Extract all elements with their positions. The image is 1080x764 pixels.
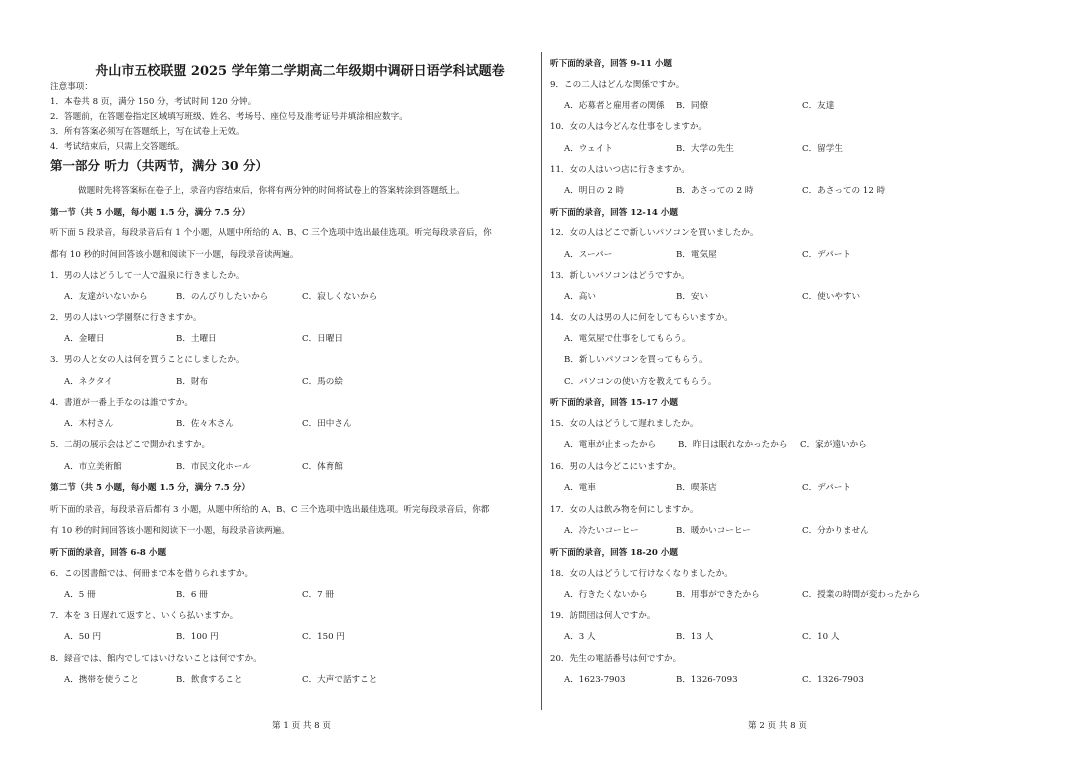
question-text: 2．男の人はいつ学園祭に行きますか。 xyxy=(50,313,202,323)
option-b: B．飲食すること xyxy=(176,675,243,685)
question-text: 15．女の人はどうして遅れましたか。 xyxy=(550,419,699,429)
question-options xyxy=(64,417,524,430)
question-text: 19．訪問団は何人ですか。 xyxy=(550,611,656,621)
question-text: 8．録音では、館内でしてはいけないことは何ですか。 xyxy=(50,654,262,664)
option-c: C．馬の絵 xyxy=(302,377,343,387)
option-b: B．用事ができたから xyxy=(676,590,760,600)
part-instruction: 做题时先将答案标在卷子上，录音内容结束后，你将有两分钟的时间将试卷上的答案转涂到答题纸上。 xyxy=(78,186,465,196)
question-text: 9．この二人はどんな関係ですか。 xyxy=(550,80,685,90)
question-options xyxy=(564,99,1024,112)
option-a: A．市立美術館 xyxy=(64,462,122,472)
question-options xyxy=(564,290,1024,303)
option-a: A．携帯を使うこと xyxy=(64,675,139,685)
group-heading: 听下面的录音，回答 9-11 小题 xyxy=(550,59,673,69)
part-title: 第一部分 听力（共两节，满分 30 分） xyxy=(50,158,268,173)
option-b: B．喫茶店 xyxy=(676,483,717,493)
group-heading: 听下面的录音，回答 15-17 小题 xyxy=(550,398,679,408)
question-text: 14．女の人は男の人に何をしてもらいますか。 xyxy=(550,313,733,323)
question-options xyxy=(564,142,1024,155)
option-a: A．5 冊 xyxy=(64,590,96,600)
section-description: 听下面的录音，每段录音后都有 3 小题，从题中所给的 A、B、C 三个选项中选出最佳选项。听完每段录音后，你都 xyxy=(50,505,490,515)
option-c: C．パソコンの使い方を教えてもらう。 xyxy=(564,377,717,387)
section-title: 第二节（共 5 小题，每小题 1.5 分，满分 7.5 分） xyxy=(50,483,250,493)
option-c: C．体育館 xyxy=(302,462,343,472)
question-options xyxy=(64,375,524,388)
group-heading: 听下面的录音，回答 18-20 小题 xyxy=(550,548,679,558)
question-text: 4．書道が一番上手なのは誰ですか。 xyxy=(50,398,193,408)
question-text: 1．男の人はどうして一人で温泉に行きましたか。 xyxy=(50,271,245,281)
option-b: B．13 人 xyxy=(676,632,714,642)
question-options xyxy=(564,248,1024,261)
question-options xyxy=(564,438,1024,451)
option-a: A．応募者と雇用者の関係 xyxy=(564,101,665,111)
option-b: B．のんびりしたいから xyxy=(176,292,269,302)
option-c: C．授業の時間が変わったから xyxy=(802,590,921,600)
exam-title: 舟山市五校联盟 2025 学年第二学期高二年级期中调研日语学科试题卷 xyxy=(95,64,505,79)
option-b: B．大学の先生 xyxy=(676,144,734,154)
option-b: B．電気屋 xyxy=(676,250,717,260)
question-text: 18．女の人はどうして行けなくなりましたか。 xyxy=(550,569,733,579)
question-options xyxy=(64,290,524,303)
option-c: C．分かりません xyxy=(802,526,869,536)
option-a: A．金曜日 xyxy=(64,334,105,344)
option-c: C．あさっての 12 時 xyxy=(802,186,886,196)
question-options xyxy=(564,524,1024,537)
notice-item: 3．所有答案必须写在答题纸上，写在试卷上无效。 xyxy=(50,127,245,137)
notice-heading: 注意事项： xyxy=(50,82,93,92)
option-b: B．1326-7093 xyxy=(676,675,738,685)
notice-item: 1．本卷共 8 页，满分 150 分，考试时间 120 分钟。 xyxy=(50,97,257,107)
option-b: B．佐々木さん xyxy=(176,419,234,429)
option-c: C．150 円 xyxy=(302,632,345,642)
option-c: C．10 人 xyxy=(802,632,840,642)
section-title: 第一节（共 5 小题，每小题 1.5 分，满分 7.5 分） xyxy=(50,208,250,218)
question-options xyxy=(564,673,1024,686)
option-a: A．電気屋で仕事をしてもらう。 xyxy=(564,334,691,344)
question-text: 7．本を 3 日遅れて返すと、いくら払いますか。 xyxy=(50,611,239,621)
option-c: C．デパート xyxy=(802,250,852,260)
option-c: C．友達 xyxy=(802,101,835,111)
option-a: A．友達がいないから xyxy=(64,292,148,302)
question-text: 10．女の人は今どんな仕事をしますか。 xyxy=(550,122,708,132)
question-text: 12．女の人はどこで新しいパソコンを買いましたか。 xyxy=(550,228,759,238)
page-footer: 第 2 页 共 8 页 xyxy=(748,721,807,731)
option-b: B．昨日は眠れなかったから xyxy=(678,440,788,450)
option-a: A．3 人 xyxy=(564,632,596,642)
option-b: B．100 円 xyxy=(176,632,219,642)
option-b: B．あさっての 2 時 xyxy=(676,186,754,196)
option-a: A．行きたくないから xyxy=(564,590,648,600)
question-text: 17．女の人は飲み物を何にしますか。 xyxy=(550,505,699,515)
question-options xyxy=(564,481,1024,494)
notice-item: 4．考试结束后，只需上交答题纸。 xyxy=(50,142,185,152)
option-b: B．土曜日 xyxy=(176,334,217,344)
option-a: A．1623-7903 xyxy=(564,675,626,685)
question-text: 5．二胡の展示会はどこで開かれますか。 xyxy=(50,440,211,450)
option-b: B．財布 xyxy=(176,377,209,387)
page-footer: 第 1 页 共 8 页 xyxy=(272,721,331,731)
column-divider xyxy=(541,52,542,710)
option-a: A．高い xyxy=(564,292,596,302)
question-options xyxy=(564,630,1024,643)
option-a: A．ウェイト xyxy=(564,144,613,154)
option-a: A．冷たいコーヒー xyxy=(564,526,639,536)
notice-item: 2．答题前，在答题卷指定区域填写班级、姓名、考场号、座位号及准考证号并填涂相应数字。 xyxy=(50,112,408,122)
option-c: C．家が遠いから xyxy=(800,440,867,450)
option-b: B．市民文化ホール xyxy=(176,462,251,472)
question-options xyxy=(64,588,524,601)
question-text: 3．男の人と女の人は何を買うことにしましたか。 xyxy=(50,355,245,365)
group-heading: 听下面的录音，回答 12-14 小题 xyxy=(550,208,679,218)
question-text: 11．女の人はいつ店に行きますか。 xyxy=(550,165,690,175)
option-b: B．暖かいコーヒー xyxy=(676,526,751,536)
option-c: C．7 冊 xyxy=(302,590,334,600)
option-c: C．大声で話すこと xyxy=(302,675,378,685)
option-c: C．留学生 xyxy=(802,144,843,154)
option-c: C．デパート xyxy=(802,483,852,493)
option-b: B．安い xyxy=(676,292,709,302)
option-c: C．使いやすい xyxy=(802,292,861,302)
option-a: A．スーパー xyxy=(564,250,613,260)
question-options xyxy=(64,460,524,473)
question-options xyxy=(64,332,524,345)
question-options xyxy=(64,673,524,686)
option-c: C．1326-7903 xyxy=(802,675,864,685)
section-description: 有 10 秒的时间回答该小题和阅读下一小题，每段录音读两遍。 xyxy=(50,526,290,536)
group-heading: 听下面的录音，回答 6-8 小题 xyxy=(50,548,167,558)
option-c: C．田中さん xyxy=(302,419,352,429)
option-b: B．6 冊 xyxy=(176,590,208,600)
option-a: A．電車が止まったから xyxy=(564,440,657,450)
option-a: A．ネクタイ xyxy=(64,377,113,387)
option-c: C．日曜日 xyxy=(302,334,343,344)
option-a: A．50 円 xyxy=(64,632,102,642)
question-options xyxy=(564,588,1024,601)
notice-block xyxy=(50,80,408,155)
option-c: C．寂しくないから xyxy=(302,292,378,302)
section-description: 听下面 5 段录音，每段录音后有 1 个小题，从题中所给的 A、B、C 三个选项中选出最佳选项。听完每段录音后，你 xyxy=(50,228,492,238)
option-a: A．木村さん xyxy=(64,419,114,429)
question-text: 20．先生の電話番号は何ですか。 xyxy=(550,654,682,664)
question-text: 6．この図書館では、何冊まで本を借りられますか。 xyxy=(50,569,254,579)
option-a: A．電車 xyxy=(564,483,596,493)
question-text: 13．新しいパソコンはどうですか。 xyxy=(550,271,690,281)
section-description: 都有 10 秒的时间回答该小题和阅读下一小题，每段录音读两遍。 xyxy=(50,250,299,260)
question-options xyxy=(64,630,524,643)
option-a: A．明日の 2 時 xyxy=(564,186,625,196)
question-text: 16．男の人は今どこにいますか。 xyxy=(550,462,682,472)
option-b: B．同僚 xyxy=(676,101,709,111)
question-options xyxy=(564,184,1024,197)
option-b: B．新しいパソコンを買ってもらう。 xyxy=(564,355,708,365)
